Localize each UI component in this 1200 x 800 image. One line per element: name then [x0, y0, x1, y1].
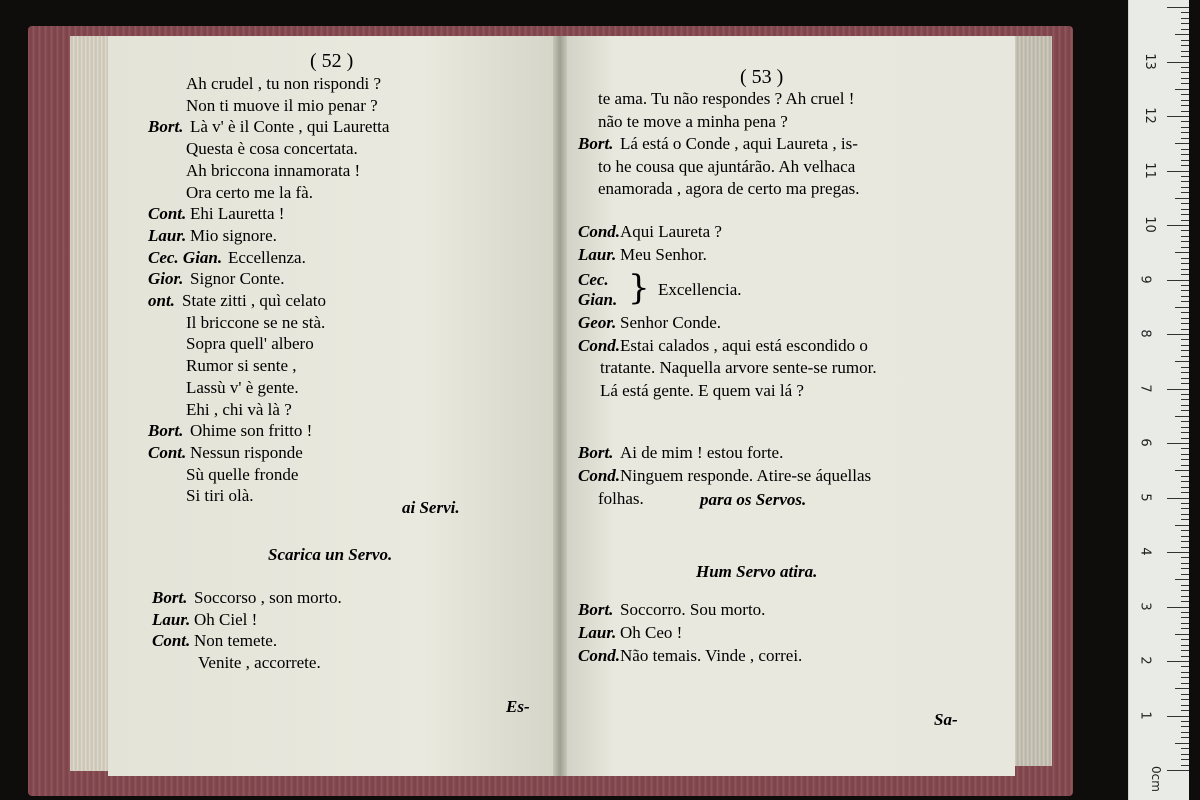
ruler-number: 2 — [1137, 656, 1153, 665]
ruler-tick — [1167, 225, 1189, 226]
ruler-tick — [1175, 252, 1189, 253]
left-aside: ai Servi. — [402, 498, 460, 517]
ruler-number: 13 — [1141, 52, 1157, 70]
ruler-tick — [1181, 154, 1189, 155]
ruler-tick — [1181, 694, 1189, 695]
ruler-tick — [1181, 585, 1189, 586]
ruler-tick — [1181, 138, 1189, 139]
ruler-tick — [1175, 416, 1189, 417]
ruler-tick — [1181, 274, 1189, 275]
dialogue-line: Nessun risponde — [190, 442, 303, 462]
dialogue-line: Estai calados , aqui está escondido o — [620, 335, 868, 355]
ruler-tick — [1175, 470, 1189, 471]
ruler-tick — [1181, 710, 1189, 711]
speaker-label: Cont. — [152, 631, 191, 650]
dialogue-line: Lassù v' è gente. — [186, 377, 299, 397]
ruler-tick — [1181, 127, 1189, 128]
ruler-tick — [1181, 323, 1189, 324]
ruler-tick — [1181, 645, 1189, 646]
ruler-tick — [1181, 759, 1189, 760]
ruler-tick — [1181, 514, 1189, 515]
ruler-tick — [1181, 612, 1189, 613]
speaker-label: Laur. — [578, 623, 617, 642]
ruler-tick — [1181, 105, 1189, 106]
ruler-tick — [1181, 12, 1189, 13]
ruler-tick — [1181, 214, 1189, 215]
ruler-tick — [1175, 525, 1189, 526]
speaker-label: Cond. — [578, 646, 621, 665]
dialogue-line: Ehi Lauretta ! — [190, 204, 285, 224]
dialogue-line: Ora certo me la fà. — [186, 182, 313, 202]
dialogue-line: Soccorro. Sou morto. — [620, 600, 766, 619]
speaker-label: Bort. — [578, 134, 614, 153]
ruler-tick — [1181, 574, 1189, 575]
speaker-label: Cond. — [578, 335, 621, 355]
right-aside: para os Servos. — [700, 490, 807, 509]
right-stage-direction: Hum Servo atira. — [696, 562, 818, 581]
dialogue-line: Ohime son fritto ! — [190, 421, 313, 441]
ruler-tick — [1181, 726, 1189, 727]
dialogue-line: Ehi , chi và là ? — [186, 399, 292, 419]
dialogue-line: Si tiri olà. — [186, 486, 254, 506]
dialogue-line: Non temete. — [194, 631, 278, 650]
ruler-tick — [1181, 241, 1189, 242]
ruler-tick — [1181, 508, 1189, 509]
dialogue-line: Sopra quell' albero — [186, 334, 314, 354]
brace-speaker-1: Cec. — [578, 270, 609, 289]
ruler-tick — [1181, 350, 1189, 351]
ruler-tick — [1181, 187, 1189, 188]
ruler-tick — [1181, 503, 1189, 504]
ruler-tick — [1181, 601, 1189, 602]
ruler-number: 4 — [1137, 547, 1153, 556]
ruler-tick — [1181, 149, 1189, 150]
ruler-tick — [1167, 770, 1189, 771]
ruler-number: 8 — [1137, 329, 1153, 338]
ruler-tick — [1181, 290, 1189, 291]
ruler-tick — [1181, 367, 1189, 368]
ruler-tick — [1167, 552, 1189, 553]
ruler-tick — [1181, 617, 1189, 618]
ruler-tick — [1181, 656, 1189, 657]
left-stage-direction: Scarica un Servo. — [268, 545, 393, 564]
ruler-tick — [1167, 62, 1189, 63]
dialogue-line: Oh Ceo ! — [620, 623, 683, 642]
ruler-tick — [1181, 78, 1189, 79]
ruler-tick — [1181, 448, 1189, 449]
dialogue-line: to he cousa que ajuntárão. Ah velhaca — [598, 156, 856, 176]
ruler-tick — [1181, 29, 1189, 30]
ruler-tick — [1181, 296, 1189, 297]
ruler-number: 11 — [1141, 161, 1157, 179]
ruler-tick — [1181, 121, 1189, 122]
dialogue-line: Ninguem responde. Atire-se áquellas — [620, 466, 872, 485]
ruler-tick — [1181, 176, 1189, 177]
ruler-tick — [1181, 220, 1189, 221]
ruler-tick — [1167, 116, 1189, 117]
ruler-tick — [1181, 732, 1189, 733]
ruler-unit: 0cm — [1148, 766, 1163, 792]
left-catchword: Es- — [506, 697, 530, 716]
dialogue-line: Questa è cosa concertata. — [186, 139, 358, 159]
ruler-tick — [1175, 198, 1189, 199]
ruler-tick — [1167, 661, 1189, 662]
ruler-tick — [1167, 498, 1189, 499]
ruler-tick — [1181, 247, 1189, 248]
ruler-tick — [1181, 421, 1189, 422]
speaker-label: Bort. — [578, 443, 614, 462]
ruler-tick — [1181, 209, 1189, 210]
ruler-tick — [1181, 563, 1189, 564]
ruler-number: 10 — [1141, 216, 1157, 233]
ruler-tick — [1181, 481, 1189, 482]
dialogue-line: Aqui Laureta ? — [620, 222, 722, 241]
ruler-tick — [1175, 143, 1189, 144]
ruler-tick — [1167, 171, 1189, 172]
ruler-tick — [1181, 487, 1189, 488]
ruler-tick — [1181, 628, 1189, 629]
measurement-ruler — [1128, 0, 1189, 800]
brace-group — [578, 270, 878, 314]
ruler-tick — [1181, 45, 1189, 46]
dialogue-line: Non ti muove il mio penar ? — [186, 95, 378, 115]
brace-text: Excellencia. — [658, 280, 742, 299]
ruler-tick — [1181, 765, 1189, 766]
right-catchword: Sa- — [934, 710, 958, 729]
brace-icon: } — [628, 268, 650, 308]
ruler-tick — [1175, 579, 1189, 580]
ruler-tick — [1181, 312, 1189, 313]
left-page-number: ( 52 ) — [310, 50, 354, 72]
dialogue-line: tratante. Naquella arvore sente-se rumor. — [600, 358, 877, 377]
ruler-tick — [1181, 160, 1189, 161]
dialogue-line: Meu Senhor. — [620, 245, 707, 264]
ruler-tick — [1181, 23, 1189, 24]
ruler-tick — [1181, 547, 1189, 548]
ruler-tick — [1175, 307, 1189, 308]
ruler-tick — [1181, 203, 1189, 204]
ruler-tick — [1181, 623, 1189, 624]
ruler-tick — [1181, 301, 1189, 302]
ruler-tick — [1181, 383, 1189, 384]
ruler-tick — [1181, 94, 1189, 95]
book-gutter — [553, 36, 567, 776]
dialogue-line: Ah crudel , tu non rispondi ? — [186, 74, 381, 93]
ruler-tick — [1181, 318, 1189, 319]
speaker-label: Laur. — [578, 245, 617, 264]
ruler-tick — [1175, 361, 1189, 362]
right-page-number: ( 53 ) — [740, 66, 784, 88]
ruler-tick — [1181, 639, 1189, 640]
ruler-tick — [1167, 334, 1189, 335]
ruler-tick — [1181, 181, 1189, 182]
speaker-label: Cec. Gian. — [148, 247, 223, 267]
speaker-label: Cond. — [578, 222, 621, 241]
ruler-tick — [1181, 672, 1189, 673]
dialogue-line: Là v' è il Conte , qui Lauretta — [190, 117, 390, 137]
ruler-tick — [1181, 677, 1189, 678]
dialogue-line: Il briccone se ne stà. — [186, 312, 326, 332]
ruler-tick — [1181, 192, 1189, 193]
ruler-tick — [1181, 67, 1189, 68]
ruler-tick — [1175, 634, 1189, 635]
ruler-tick — [1181, 541, 1189, 542]
ruler-tick — [1181, 40, 1189, 41]
dialogue-line: Lá está gente. E quem vai lá ? — [600, 380, 804, 400]
speaker-label: Geor. — [578, 313, 617, 332]
ruler-tick — [1181, 530, 1189, 531]
speaker-label: ont. — [148, 291, 175, 310]
speaker-label: Laur. — [152, 609, 191, 629]
dialogue-line: Ah briccona innamorata ! — [186, 160, 361, 180]
ruler-tick — [1181, 427, 1189, 428]
dialogue-line: Oh Ciel ! — [194, 609, 258, 629]
ruler-tick — [1181, 100, 1189, 101]
ruler-tick — [1181, 339, 1189, 340]
ruler-number: 1 — [1137, 710, 1153, 720]
ruler-tick — [1181, 476, 1189, 477]
ruler-tick — [1175, 89, 1189, 90]
dialogue-line: Senhor Conde. — [620, 313, 722, 332]
ruler-tick — [1181, 329, 1189, 330]
ruler-tick — [1167, 716, 1189, 717]
ruler-tick — [1181, 394, 1189, 395]
dialogue-line: enamorada , agora de certo ma pregas. — [598, 179, 860, 198]
ruler-tick — [1181, 519, 1189, 520]
dialogue-line: Sù quelle fronde — [186, 464, 299, 484]
ruler-number: 7 — [1137, 383, 1153, 393]
ruler-tick — [1181, 236, 1189, 237]
ruler-number: 5 — [1137, 492, 1153, 502]
speaker-label: Laur. — [148, 225, 187, 245]
ruler-tick — [1181, 405, 1189, 406]
ruler-tick — [1181, 378, 1189, 379]
ruler-number: 3 — [1137, 601, 1153, 611]
ruler-tick — [1181, 748, 1189, 749]
dialogue-line: State zitti , quì celato — [182, 291, 326, 310]
ruler-tick — [1181, 536, 1189, 537]
ruler-tick — [1181, 51, 1189, 52]
ruler-tick — [1181, 683, 1189, 684]
speaker-label: Bort. — [148, 421, 184, 441]
dialogue-line: Ai de mim ! estou forte. — [620, 443, 784, 462]
ruler-tick — [1181, 230, 1189, 231]
ruler-tick — [1181, 754, 1189, 755]
ruler-tick — [1181, 557, 1189, 558]
dialogue-line: não te move a minha pena ? — [598, 111, 788, 131]
speaker-label: Bort. — [148, 117, 184, 137]
ruler-tick — [1181, 438, 1189, 439]
ruler-tick — [1175, 34, 1189, 35]
ruler-tick — [1181, 285, 1189, 286]
ruler-tick — [1167, 280, 1189, 281]
ruler-tick — [1181, 454, 1189, 455]
ruler-tick — [1181, 345, 1189, 346]
page-edges-right — [1012, 36, 1052, 766]
ruler-tick — [1167, 389, 1189, 390]
ruler-tick — [1167, 443, 1189, 444]
ruler-tick — [1181, 721, 1189, 722]
speaker-label: Gior. — [148, 269, 184, 289]
ruler-tick — [1181, 492, 1189, 493]
ruler-tick — [1181, 372, 1189, 373]
ruler-tick — [1181, 72, 1189, 73]
ruler-tick — [1181, 459, 1189, 460]
ruler-tick — [1181, 83, 1189, 84]
brace-speaker-2: Gian. — [578, 290, 618, 309]
ruler-tick — [1181, 699, 1189, 700]
ruler-tick — [1175, 688, 1189, 689]
speaker-label: Cont. — [148, 204, 187, 224]
ruler-tick — [1181, 737, 1189, 738]
dialogue-line: Rumor si sente , — [186, 356, 297, 376]
dialogue-line: te ama. Tu não respondes ? Ah cruel ! — [598, 89, 855, 108]
dialogue-line: Signor Conte. — [190, 269, 285, 289]
dialogue-line: Venite , accorrete. — [198, 652, 321, 672]
ruler-tick — [1181, 263, 1189, 264]
ruler-tick — [1181, 596, 1189, 597]
ruler-tick — [1181, 568, 1189, 569]
dialogue-line: folhas. — [598, 489, 644, 508]
dialogue-line: Eccellenza. — [228, 247, 306, 267]
dialogue-line: Mio signore. — [190, 225, 277, 245]
ruler-tick — [1181, 590, 1189, 591]
ruler-tick — [1181, 705, 1189, 706]
ruler-tick — [1181, 258, 1189, 259]
ruler-tick — [1167, 607, 1189, 608]
dialogue-line: Não temais. Vinde , correi. — [620, 646, 803, 665]
ruler-tick — [1175, 743, 1189, 744]
ruler-tick — [1181, 111, 1189, 112]
ruler-tick — [1181, 356, 1189, 357]
ruler-tick — [1181, 410, 1189, 411]
ruler-number: 12 — [1141, 107, 1157, 124]
speaker-label: Bort. — [152, 588, 188, 607]
dialogue-line: Lá está o Conde , aqui Laureta , is- — [620, 134, 858, 153]
ruler-tick — [1181, 465, 1189, 466]
ruler-tick — [1181, 165, 1189, 166]
ruler-number: 9 — [1137, 274, 1153, 284]
ruler-tick — [1181, 666, 1189, 667]
speaker-label: Cont. — [148, 442, 187, 462]
ruler-tick — [1181, 56, 1189, 57]
ruler-tick — [1181, 650, 1189, 651]
ruler-tick — [1167, 7, 1189, 8]
speaker-label: Bort. — [578, 600, 614, 619]
speaker-label: Cond. — [578, 466, 621, 485]
ruler-tick — [1181, 399, 1189, 400]
ruler-tick — [1181, 269, 1189, 270]
ruler-tick — [1181, 432, 1189, 433]
ruler-tick — [1181, 132, 1189, 133]
ruler-tick — [1181, 18, 1189, 19]
ruler-number: 6 — [1137, 438, 1153, 447]
dialogue-line: Soccorso , son morto. — [194, 588, 342, 607]
